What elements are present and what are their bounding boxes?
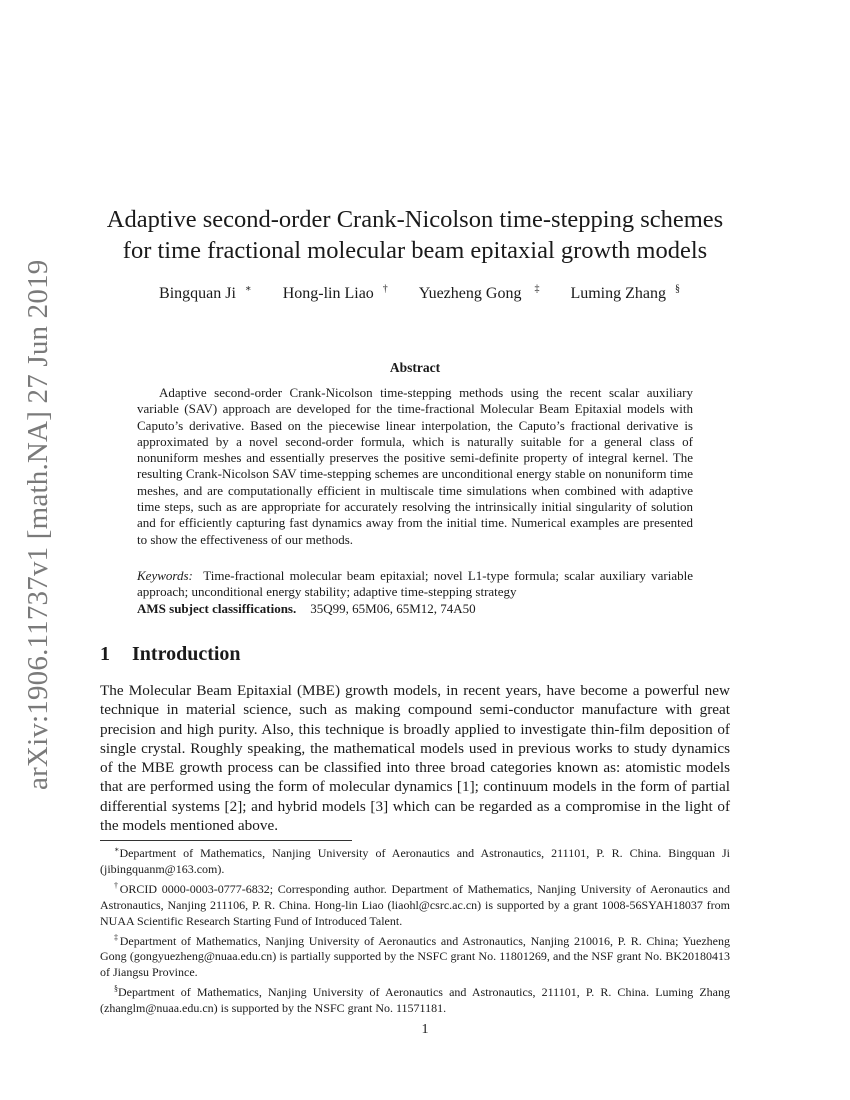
author: Luming Zhang §	[570, 284, 680, 303]
arxiv-identifier: arXiv:1906.11737v1 [math.NA] 27 Jun 2019	[22, 259, 54, 790]
abstract-heading: Abstract	[389, 360, 441, 375]
page-number: 1	[421, 1022, 429, 1037]
author-list	[100, 284, 730, 303]
section-heading	[100, 643, 241, 666]
footnote: §Department of Mathematics, Nanjing University of Aeronautics and Astronautics, 211101, P. R. China. Luming Zhang (zhanglm@nuaa.edu.cn) is supported by the NSFC grant No. 11571181.	[100, 984, 730, 1016]
footnotes	[100, 842, 730, 1017]
author: Hong-lin Liao †	[282, 284, 388, 303]
author: Bingquan Ji ∗	[159, 284, 252, 303]
ams-codes: 35Q99, 65M06, 65M12, 74A50	[310, 601, 476, 616]
ams-classification	[137, 601, 693, 617]
abstract-text: Adaptive second-order Crank-Nicolson time-stepping methods using the recent scalar auxiliary variable (SAV) approach are developed for the time-fractional Molecular Beam Epitaxial models with Caputo’s derivative. Based on the piecewise linear interpolation, the Caputo’s fractional derivative is approximated by a novel second-order formula, which is naturally suitable for a general class of nonuniform meshes and essentially preserves the positive semi-definite property of integral kernel. The resulting Crank-Nicolson SAV time-stepping schemes are unconditional energy stable on nonuniform time meshes, and are computationally efficient in multiscale time simulations when combined with adaptive time steps, such as are appropriate for accurately resolving the intrinsically initial singularity of solution and for efficiently capturing fast dynamics away from the initial time. Numerical examples are presented to show the effectiveness of our methods.	[137, 385, 693, 547]
ams-label: AMS subject classiffications.	[137, 601, 297, 616]
keywords	[137, 568, 693, 601]
footnote: ∗Department of Mathematics, Nanjing University of Aeronautics and Astronautics, 211101, P. R. China. Bingquan Ji (jibingquanm@163.com).	[100, 845, 730, 876]
author: Yuezheng Gong ‡	[418, 284, 540, 303]
section-number: 1	[100, 643, 110, 665]
introduction-paragraph: The Molecular Beam Epitaxial (MBE) growth models, in recent years, have become a powerful new technique in material science, such as making compound semi-conductor manufacture with great precision and high purity. Also, this technique is broadly applied to investigate thin-film deposition of single crystal. Roughly speaking, the mathematical models used in previous works to study dynamics of the MBE growth process can be classified into three broad categories known as: atomistic models that are performed using the form of molecular dynamics [1]; continuum models in the form of partial differential systems [2]; and hybrid models [3] which can be regarded as a compromise in the light of the models mentioned above.	[100, 682, 730, 835]
footnote-divider	[100, 840, 352, 841]
paper-title: Adaptive second-order Crank-Nicolson time-stepping schemes for time fractional molecular beam epitaxial growth models	[106, 206, 724, 264]
keywords-text: Time-fractional molecular beam epitaxial; novel L1-type formula; scalar auxiliary variable approach; unconditional energy stability; adaptive time-stepping strategy	[137, 568, 694, 600]
section-title: Introduction	[132, 643, 241, 665]
footnote: ‡Department of Mathematics, Nanjing University of Aeronautics and Astronautics, Nanjing 210016, P. R. China; Yuezheng Gong (gongyuezheng@nuaa.edu.cn) is partially supported by the NSFC grant No. 11801269, and the NSF grant No. BK20180413 of Jiangsu Province.	[100, 932, 730, 980]
keywords-label: Keywords:	[137, 568, 193, 583]
footnote: †ORCID 0000-0003-0777-6832; Corresponding author. Department of Mathematics, Nanjing University of Aeronautics and Astronautics, Nanjing 211106, P. R. China. Hong-lin Liao (liaohl@csrc.ac.cn) is supported by a grant 1008-56SYAH18037 from NUAA Scientific Research Starting Fund of Introduced Talent.	[100, 880, 730, 928]
